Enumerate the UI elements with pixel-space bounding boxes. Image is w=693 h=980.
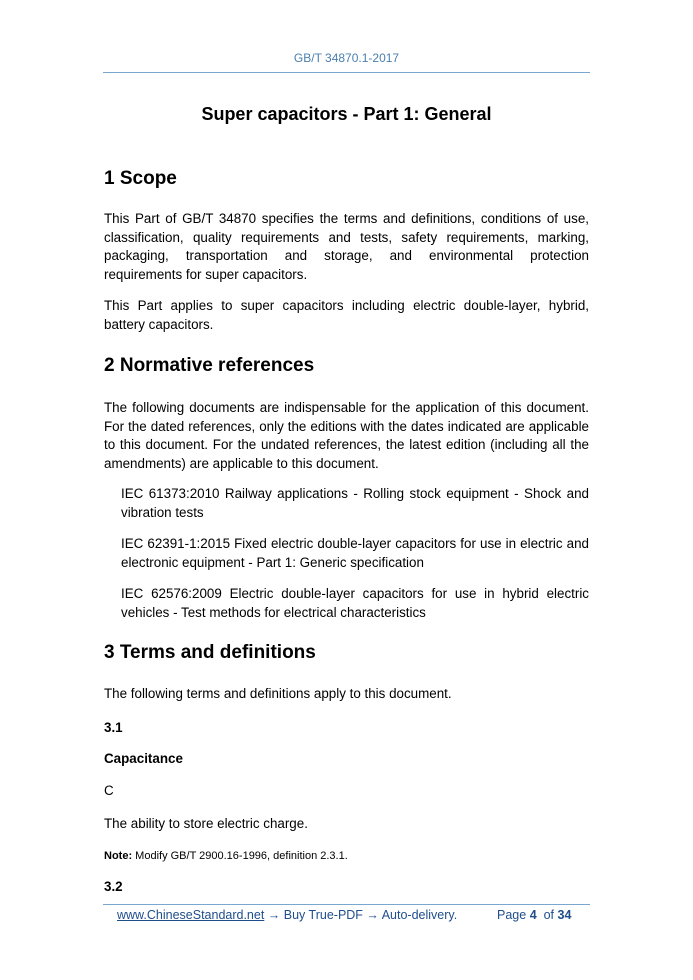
- normative-paragraph: The following documents are indispensable for the application of this document. For the dated references, only the editions with the dates indicated are applicable to this document. For the undated references, the latest edition (including all the amendments) are applicable to this document.: [104, 400, 589, 471]
- document-title: Super capacitors - Part 1: General: [201, 104, 492, 124]
- note-label: Note:: [104, 850, 133, 862]
- term-number: 3.2: [104, 879, 123, 894]
- footer-promo: → Buy True-PDF → Auto-delivery.: [264, 908, 458, 922]
- section-heading-normative: 2 Normative references: [104, 355, 315, 376]
- term-symbol: C: [104, 783, 114, 798]
- footer-divider: [103, 904, 590, 905]
- term-number: 3.1: [104, 720, 123, 735]
- footer: [117, 908, 572, 922]
- page-indicator: Page 4 of 34: [497, 908, 572, 922]
- term-definition: The ability to store electric charge.: [104, 816, 308, 831]
- term-note: [104, 850, 348, 862]
- terms-intro: The following terms and definitions apply to this document.: [104, 686, 452, 701]
- page-total: 34: [557, 908, 572, 922]
- reference-item: IEC 62391-1:2015 Fixed electric double-layer capacitors for use in electric and electronic equipment - Part 1: Generic specification: [121, 536, 589, 570]
- running-header: GB/T 34870.1-2017: [293, 51, 400, 65]
- reference-item: IEC 62576:2009 Electric double-layer capacitors for use in hybrid electric vehicles - Test methods for electrical characteristics: [121, 586, 589, 620]
- note-text: Modify GB/T 2900.16-1996, definition 2.3.1.: [132, 850, 348, 862]
- section-heading-scope: 1 Scope: [104, 168, 177, 189]
- header-divider: [103, 72, 590, 73]
- page-number: 4: [529, 908, 537, 922]
- scope-paragraph-2: This Part applies to super capacitors including electric double-layer, hybrid, battery capacitors.: [104, 298, 589, 332]
- footer-link[interactable]: www.ChineseStandard.net: [117, 908, 265, 922]
- reference-item: IEC 61373:2010 Railway applications - Rolling stock equipment - Shock and vibration tests: [121, 486, 589, 520]
- section-heading-terms: 3 Terms and definitions: [104, 642, 316, 663]
- scope-paragraph-1: This Part of GB/T 34870 specifies the terms and definitions, conditions of use, classification, quality requirements and tests, safety requirements, marking, packaging, transportation and storage, and environmental protection requirements for super capacitors.: [104, 211, 589, 282]
- term-name: Capacitance: [104, 751, 183, 766]
